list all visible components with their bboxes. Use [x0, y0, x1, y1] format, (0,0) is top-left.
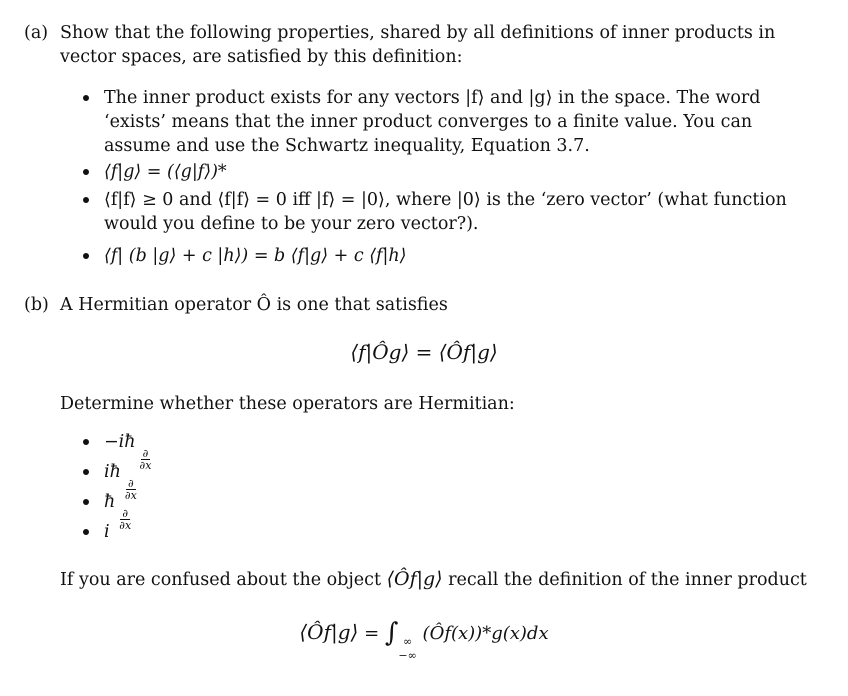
partial-derivative: $\frac{\partial}{\partial x}$ — [139, 447, 152, 472]
integral-limits — [398, 635, 416, 663]
inner-product-definition — [0, 620, 848, 663]
part-a-bullets — [78, 86, 798, 268]
bullet-conjugate-symmetry: ⟨f|g⟩ = (⟨g|f⟩)* — [78, 160, 798, 184]
part-a-intro: Show that the following properties, shared by all definitions of inner products in vector spaces, are satisfied by this definition: — [60, 23, 776, 67]
confused-text-start: If you are confused about the object — [60, 570, 381, 590]
operator-hbar-ddx — [78, 490, 798, 532]
confused-paragraph — [60, 567, 820, 592]
operator-prefix: iħ — [104, 462, 121, 482]
operator-i — [78, 520, 798, 546]
confused-text-end: recall the definition of the inner product — [448, 570, 807, 590]
integral-upper-limit: ∞ — [403, 635, 413, 648]
bullet-exists: The inner product exists for any vectors |f⟩ and |g⟩ in the space. The word ‘exists’ means that the inner product converges to a finite value. You can assume and use the Schwartz inequality, Equation 3.7. — [78, 86, 798, 158]
operator-list — [78, 430, 798, 546]
operator-prefix: ħ — [104, 492, 116, 512]
part-a-label: (a) — [24, 23, 49, 43]
operator-minus-ihbar-ddx — [78, 430, 798, 472]
operator-ihbar-ddx — [78, 460, 798, 502]
hermitian-equation: ⟨f|Ôg⟩ = ⟨Ôf|g⟩ — [350, 340, 498, 364]
definition-rhs: (Ôf(x))*g(x)dx — [422, 623, 549, 644]
equals-sign: = — [364, 623, 385, 644]
integral-sign: ∫ — [384, 618, 399, 648]
integral-lower-limit: −∞ — [398, 649, 417, 662]
confused-object: ⟨Ôf|g⟩ — [386, 568, 443, 590]
operator-prefix: −iħ — [104, 432, 136, 452]
part-b-intro: A Hermitian operator Ô is one that satisfies — [60, 295, 448, 315]
operator-prefix: i — [104, 522, 110, 542]
bullet-linearity: ⟨f| (b |g⟩ + c |h⟩) = b ⟨f|g⟩ + c ⟨f|h⟩ — [78, 244, 798, 268]
bullet-positive-definite: ⟨f|f⟩ ≥ 0 and ⟨f|f⟩ = 0 iff |f⟩ = |0⟩, where |0⟩ is the ‘zero vector’ (what function would you define to be your zero vector?). — [78, 188, 798, 236]
determine-text: Determine whether these operators are Hermitian: — [60, 394, 515, 414]
definition-lhs: ⟨Ôf|g⟩ — [299, 620, 359, 644]
partial-derivative: $\frac{\partial}{\partial x}$ — [119, 507, 132, 532]
partial-derivative: $\frac{\partial}{\partial x}$ — [124, 477, 137, 502]
part-b-label: (b) — [24, 295, 49, 315]
